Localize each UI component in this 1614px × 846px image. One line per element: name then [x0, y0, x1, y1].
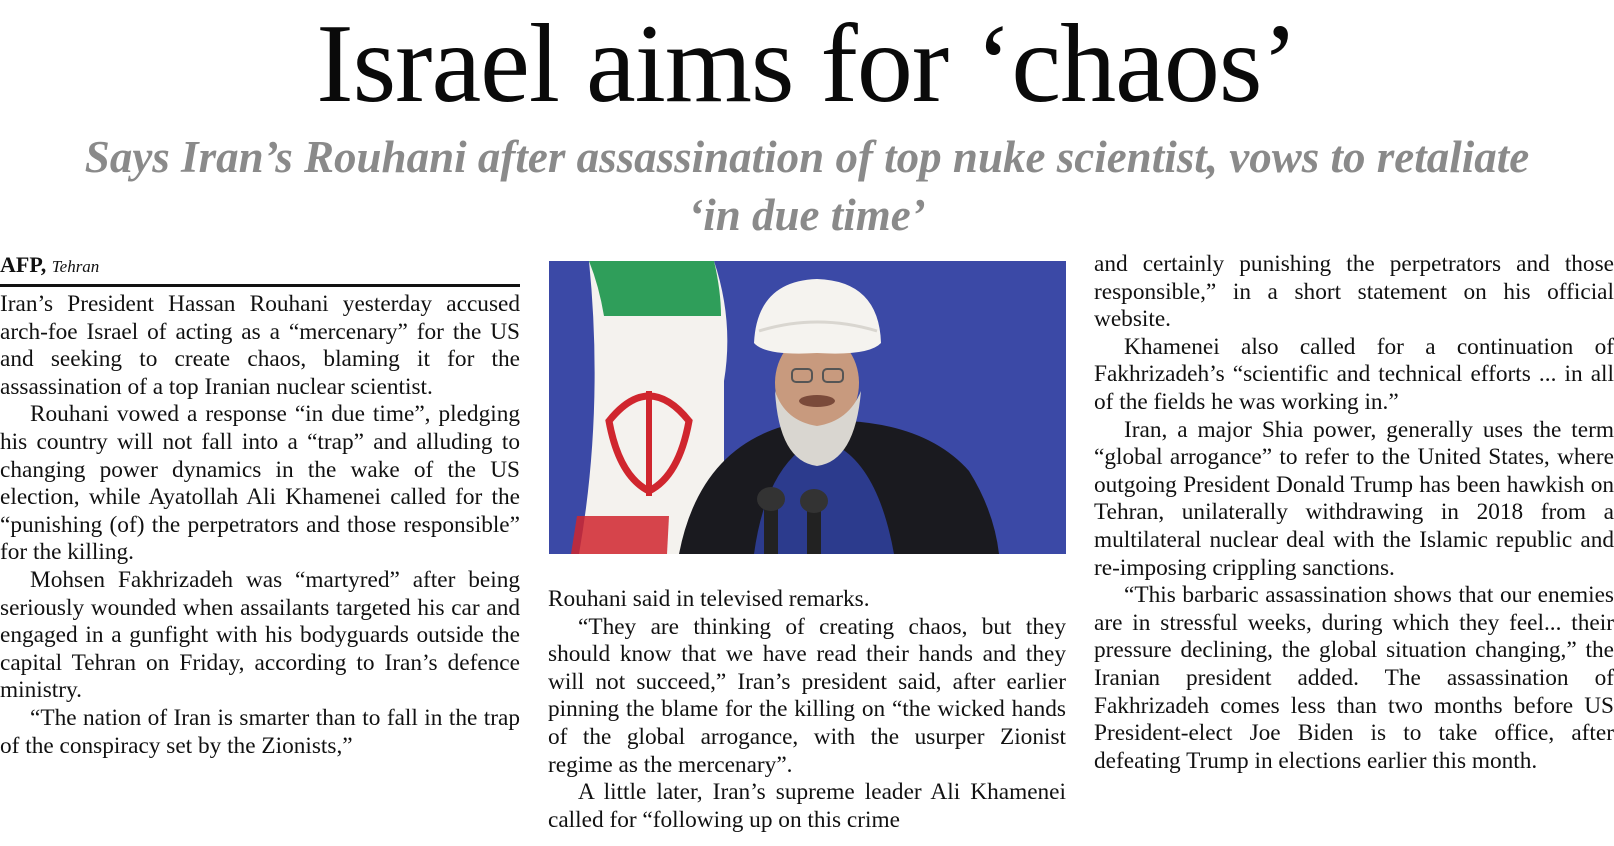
paragraph: Rouhani vowed a response “in due time”, pledging his country will not fall into a “trap” and alluding to changing power dynamics in the wake of the US election, while Ayatollah Ali Khamenei called for the “punishing (of) the perpetrators and those responsible” for the killing.: [0, 401, 520, 566]
article-column-1: [0, 291, 520, 760]
subheadline: Says Iran’s Rouhani after assassination of top nuke scientist, vows to retaliate ‘in due time’: [84, 132, 1530, 240]
byline-city: Tehran: [51, 257, 100, 276]
byline: [0, 252, 520, 287]
paragraph: Iran, a major Shia power, generally uses the term “global arrogance” to refer to the United States, where outgoing President Donald Trump has been hawkish on Tehran, unilaterally withdrawing in 2018 from a multilateral nuclear deal with the Islamic republic and re-imposing crippling sanctions.: [1094, 416, 1614, 581]
paragraph: Iran’s President Hassan Rouhani yesterday accused arch-foe Israel of acting as a “mercenary” for the US and seeking to create chaos, blaming it for the assassination of a top Iranian nuclear scientist.: [0, 291, 520, 400]
paragraph: Mohsen Fakhrizadeh was “martyred” after being seriously wounded when assailants targeted his car and engaged in a gunfight with his bodyguards outside the capital Tehran on Friday, according to Iran’s defence ministry.: [0, 566, 520, 704]
paragraph: “They are thinking of creating chaos, but they should know that we have read their hands and they will not succeed,” Iran’s president said, after earlier pinning the blame for the killing on “the wicked hands of the global arrogance, with the usurper Zionist regime as the mercenary”.: [548, 613, 1066, 778]
headline: Israel aims for ‘chaos’: [316, 2, 1298, 126]
paragraph: A little later, Iran’s supreme leader Ali Khamenei called for “following up on this crime: [548, 779, 1066, 833]
paragraph: Rouhani said in televised remarks.: [548, 586, 870, 612]
article-column-3: [1094, 251, 1614, 775]
byline-agency: AFP,: [0, 252, 47, 277]
portrait-photo-icon: [549, 261, 1066, 554]
paragraph: “The nation of Iran is smarter than to fall in the trap of the conspiracy set by the Zionists,”: [0, 704, 520, 759]
article-column-2: [548, 586, 1066, 834]
paragraph: Khamenei also called for a continuation of Fakhrizadeh’s “scientific and technical efforts ... in all of the fields he was working in.”: [1094, 333, 1614, 415]
paragraph: and certainly punishing the perpetrators and those responsible,” in a short statement on his official website.: [1094, 251, 1614, 333]
paragraph: “This barbaric assassination shows that our enemies are in stressful weeks, during which they feel... their pressure declining, the global situation changing,” the Iranian president added. The assassination of Fakhrizadeh comes less than two months before US President-elect Joe Biden is to take office, after defeating Trump in elections earlier this month.: [1094, 582, 1614, 774]
news-photo: [549, 261, 1066, 554]
